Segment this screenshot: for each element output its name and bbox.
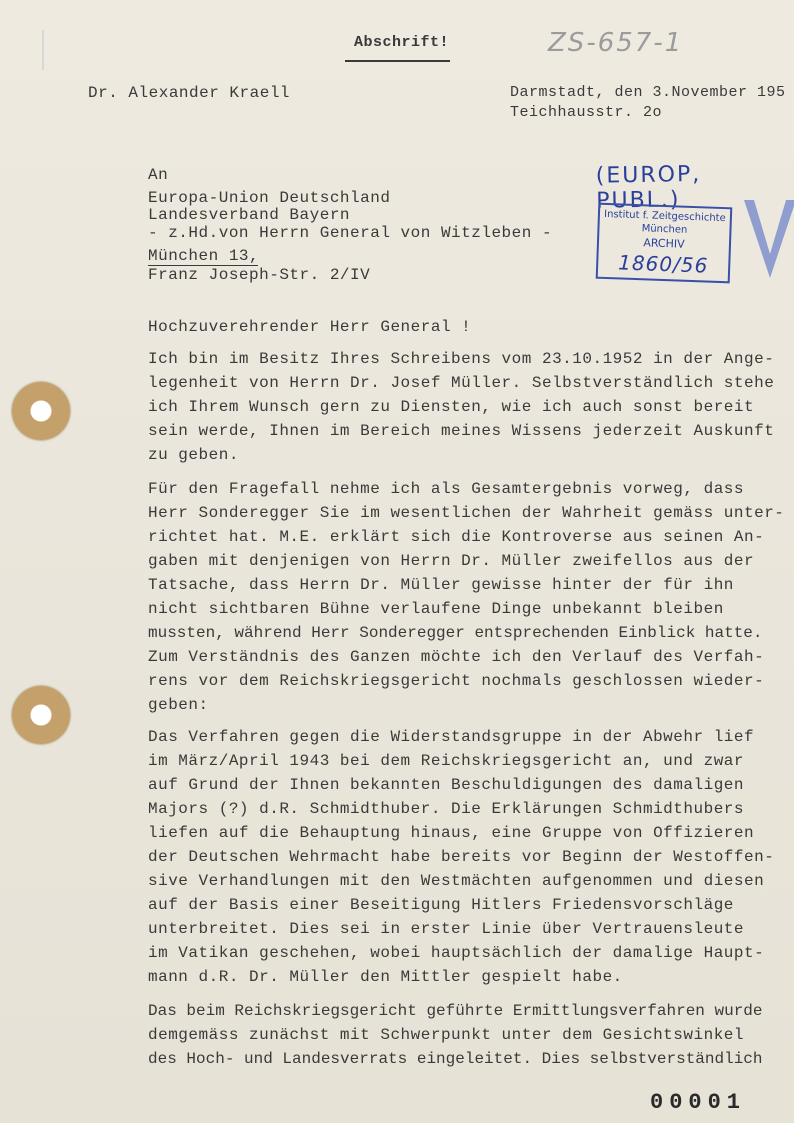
recipient-line: - z.Hd.von Herrn General von Witzleben -	[148, 224, 553, 242]
title-underline	[345, 60, 450, 62]
v-check-mark	[740, 196, 794, 282]
body-line: im März/April 1943 bei dem Reichskriegsgericht an, und zwar	[148, 752, 744, 770]
place-date: Darmstadt, den 3.November 195	[510, 84, 786, 101]
salutation: Hochzuverehrender Herr General !	[148, 318, 472, 336]
stamp-archive-line: ARCHIV	[643, 236, 685, 251]
body-line: rens vor dem Reichskriegsgericht nochmals geschlossen wieder-	[148, 672, 765, 690]
body-line: mussten, während Herr Sonderegger entsprechenden Einblick hatte.	[148, 624, 763, 642]
recipient-line: An	[148, 166, 169, 184]
body-line: im Vatikan geschehen, wobei hauptsächlich der damalige Haupt-	[148, 944, 765, 962]
body-line: des Hoch- und Landesverrats eingeleitet. Dies selbstverständlich	[148, 1050, 763, 1068]
europ-publ-stamp: (EUROP, PUBL.)	[595, 161, 702, 214]
recipient-city: München 13,	[148, 247, 260, 265]
body-line: mann d.R. Dr. Müller den Mittler gespielt habe.	[148, 968, 623, 986]
body-line: demgemäss zunächst mit Schwerpunkt unter dem Gesichtswinkel	[148, 1026, 744, 1044]
body-line: Ich bin im Besitz Ihres Schreibens vom 23.10.1952 in der Ange-	[148, 350, 775, 368]
recipient-line: Europa-Union Deutschland	[148, 189, 391, 207]
body-line: Das Verfahren gegen die Widerstandsgruppe in der Abwehr lief	[148, 728, 755, 746]
body-line: zu geben.	[148, 446, 239, 464]
body-line: der Deutschen Wehrmacht habe bereits vor Beginn der Westoffen-	[148, 848, 775, 866]
recipient-street: Franz Joseph-Str. 2/IV	[148, 266, 371, 284]
punch-hole	[12, 686, 70, 744]
page-number: 00001	[650, 1090, 747, 1115]
body-line: Herr Sonderegger Sie im wesentlichen der Wahrheit gemäss unter-	[148, 504, 785, 522]
body-line: Zum Verständnis des Ganzen möchte ich den Verlauf des Verfah-	[148, 648, 765, 666]
recipient-line: Landesverband Bayern	[148, 206, 351, 224]
body-line: gaben mit denjenigen von Herrn Dr. Müller zweifellos aus der	[148, 552, 755, 570]
body-line: geben:	[148, 696, 209, 714]
body-line: sive Verhandlungen mit den Westmächten aufgenommen und diesen	[148, 872, 765, 890]
stamp-city-line: München	[641, 223, 688, 236]
body-line: auf Grund der Ihnen bekannten Beschuldigungen des damaligen	[148, 776, 744, 794]
body-line: auf der Basis einer Beseitigung Hitlers Friedensvorschläge	[148, 896, 734, 914]
punch-hole	[12, 382, 70, 440]
document-title: Abschrift!	[354, 34, 450, 51]
body-line: liefen auf die Behauptung hinaus, eine Gruppe von Offizieren	[148, 824, 755, 842]
stamp-number: 1860/56	[617, 250, 709, 278]
sender-street: Teichhausstr. 2o	[510, 104, 663, 121]
body-line: ich Ihrem Wunsch gern zu Diensten, wie ich auch sonst bereit	[148, 398, 755, 416]
body-line: nicht sichtbaren Bühne verlaufene Dinge unbekannt bleiben	[148, 600, 724, 618]
body-line: Für den Fragefall nehme ich als Gesamtergebnis vorweg, dass	[148, 480, 744, 498]
body-line: legenheit von Herrn Dr. Josef Müller. Selbstverständlich stehe	[148, 374, 775, 392]
institute-archive-stamp	[596, 203, 733, 284]
body-line: unterbreitet. Dies sei in erster Linie über Vertrauensleute	[148, 920, 744, 938]
body-line: richtet hat. M.E. erklärt sich die Kontroverse aus seinen An-	[148, 528, 765, 546]
body-line: Tatsache, dass Herrn Dr. Müller gewisse hinter der für ihn	[148, 576, 734, 594]
body-line: Das beim Reichskriegsgericht geführte Ermittlungsverfahren wurde	[148, 1002, 763, 1020]
stamp-institute-line: Institut f. Zeitgeschichte	[603, 208, 726, 225]
body-line: sein werde, Ihnen im Bereich meines Wissens jederzeit Auskunft	[148, 422, 775, 440]
sender-name: Dr. Alexander Kraell	[88, 84, 291, 102]
archive-number: ZS-657-1	[548, 28, 684, 58]
body-line: Majors (?) d.R. Schmidthuber. Die Erklärungen Schmidthubers	[148, 800, 744, 818]
margin-mark	[42, 30, 44, 70]
